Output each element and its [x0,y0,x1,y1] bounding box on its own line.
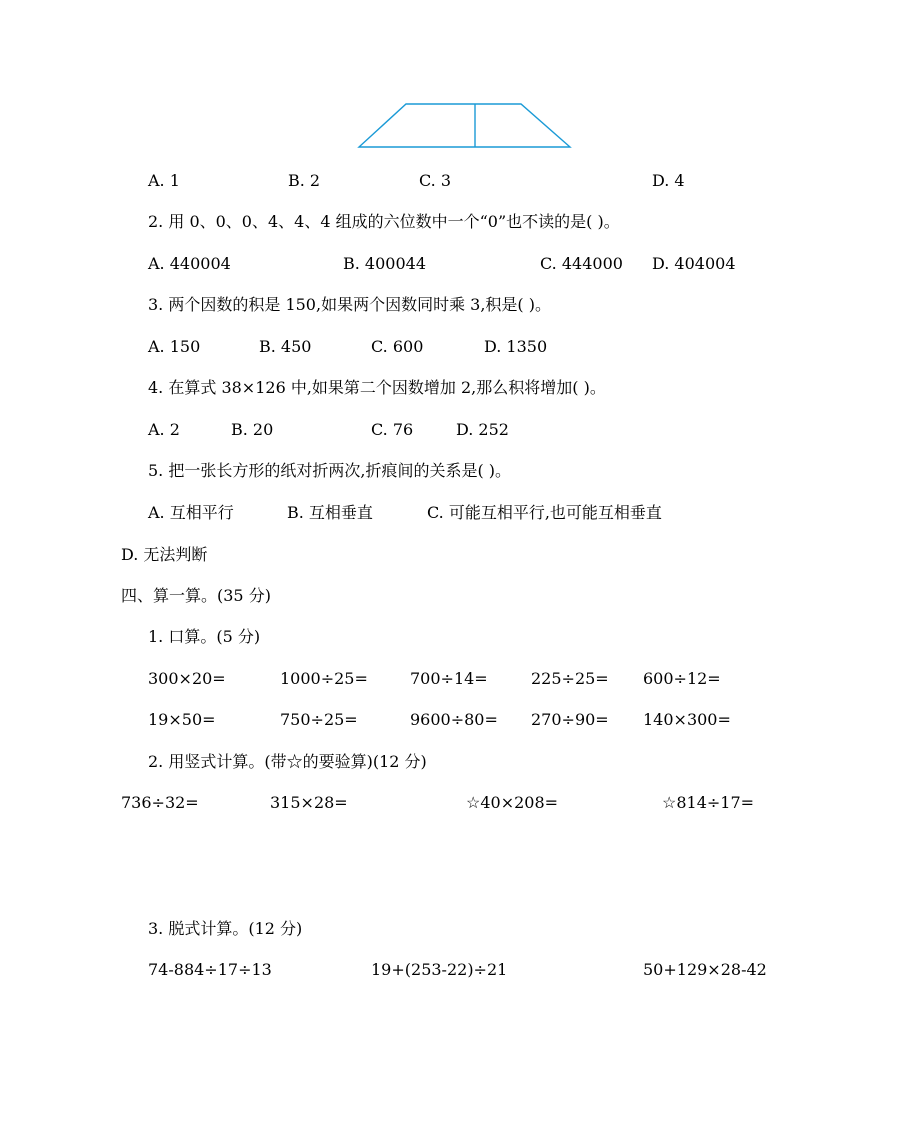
q5-option-b: B. 互相垂直 [287,503,373,522]
q1-option-c: C. 3 [419,171,452,190]
q2-option-b: B. 400044 [343,254,427,273]
oral-item: 700÷14= [410,669,488,688]
q3-option-d: D. 1350 [484,337,548,356]
q4-text: 4. 在算式 38×126 中,如果第二个因数增加 2,那么积将增加( )。 [148,378,606,397]
q1-option-a: A. 1 [148,171,180,190]
vertical-item: 315×28= [270,793,348,812]
section-4-title: 四、算一算。(35 分) [121,586,271,605]
vertical-item: 736÷32= [121,793,199,812]
oral-item: 600÷12= [643,669,721,688]
q4-option-a: A. 2 [148,420,180,439]
q4-option-d: D. 252 [456,420,509,439]
q4-option-b: B. 20 [231,420,274,439]
oral-item: 1000÷25= [280,669,368,688]
stepwise-item: 50+129×28-42 [643,960,767,979]
oral-item: 140×300= [643,710,731,729]
q1-option-b: B. 2 [288,171,321,190]
trapezoid-outline [359,104,570,147]
oral-item: 300×20= [148,669,226,688]
vertical-item: ☆814÷17= [662,793,755,812]
q5-text: 5. 把一张长方形的纸对折两次,折痕间的关系是( )。 [148,461,512,480]
oral-item: 270÷90= [531,710,609,729]
oral-item: 19×50= [148,710,216,729]
q3-option-c: C. 600 [371,337,424,356]
q5-option-d: D. 无法判断 [121,545,208,564]
q1-option-d: D. 4 [652,171,685,190]
q3-text: 3. 两个因数的积是 150,如果两个因数同时乘 3,积是( )。 [148,295,551,314]
q4-option-c: C. 76 [371,420,414,439]
q5-option-a: A. 互相平行 [148,503,234,522]
stepwise-calc-title: 3. 脱式计算。(12 分) [148,919,303,938]
oral-item: 9600÷80= [410,710,498,729]
vertical-item: ☆40×208= [466,793,559,812]
stepwise-item: 74-884÷17÷13 [148,960,272,979]
q2-option-a: A. 440004 [148,254,231,273]
q3-option-b: B. 450 [259,337,312,356]
q2-text: 2. 用 0、0、0、4、4、4 组成的六位数中一个“0”也不读的是( )。 [148,212,620,231]
oral-item: 225÷25= [531,669,609,688]
trapezoid-figure [356,101,574,151]
q3-option-a: A. 150 [148,337,201,356]
q5-option-c: C. 可能互相平行,也可能互相垂直 [427,503,662,522]
q2-option-d: D. 404004 [652,254,736,273]
stepwise-item: 19+(253-22)÷21 [371,960,508,979]
oral-calc-title: 1. 口算。(5 分) [148,627,261,646]
oral-item: 750÷25= [280,710,358,729]
q2-option-c: C. 444000 [540,254,623,273]
vertical-calc-title: 2. 用竖式计算。(带☆的要验算)(12 分) [148,752,427,771]
